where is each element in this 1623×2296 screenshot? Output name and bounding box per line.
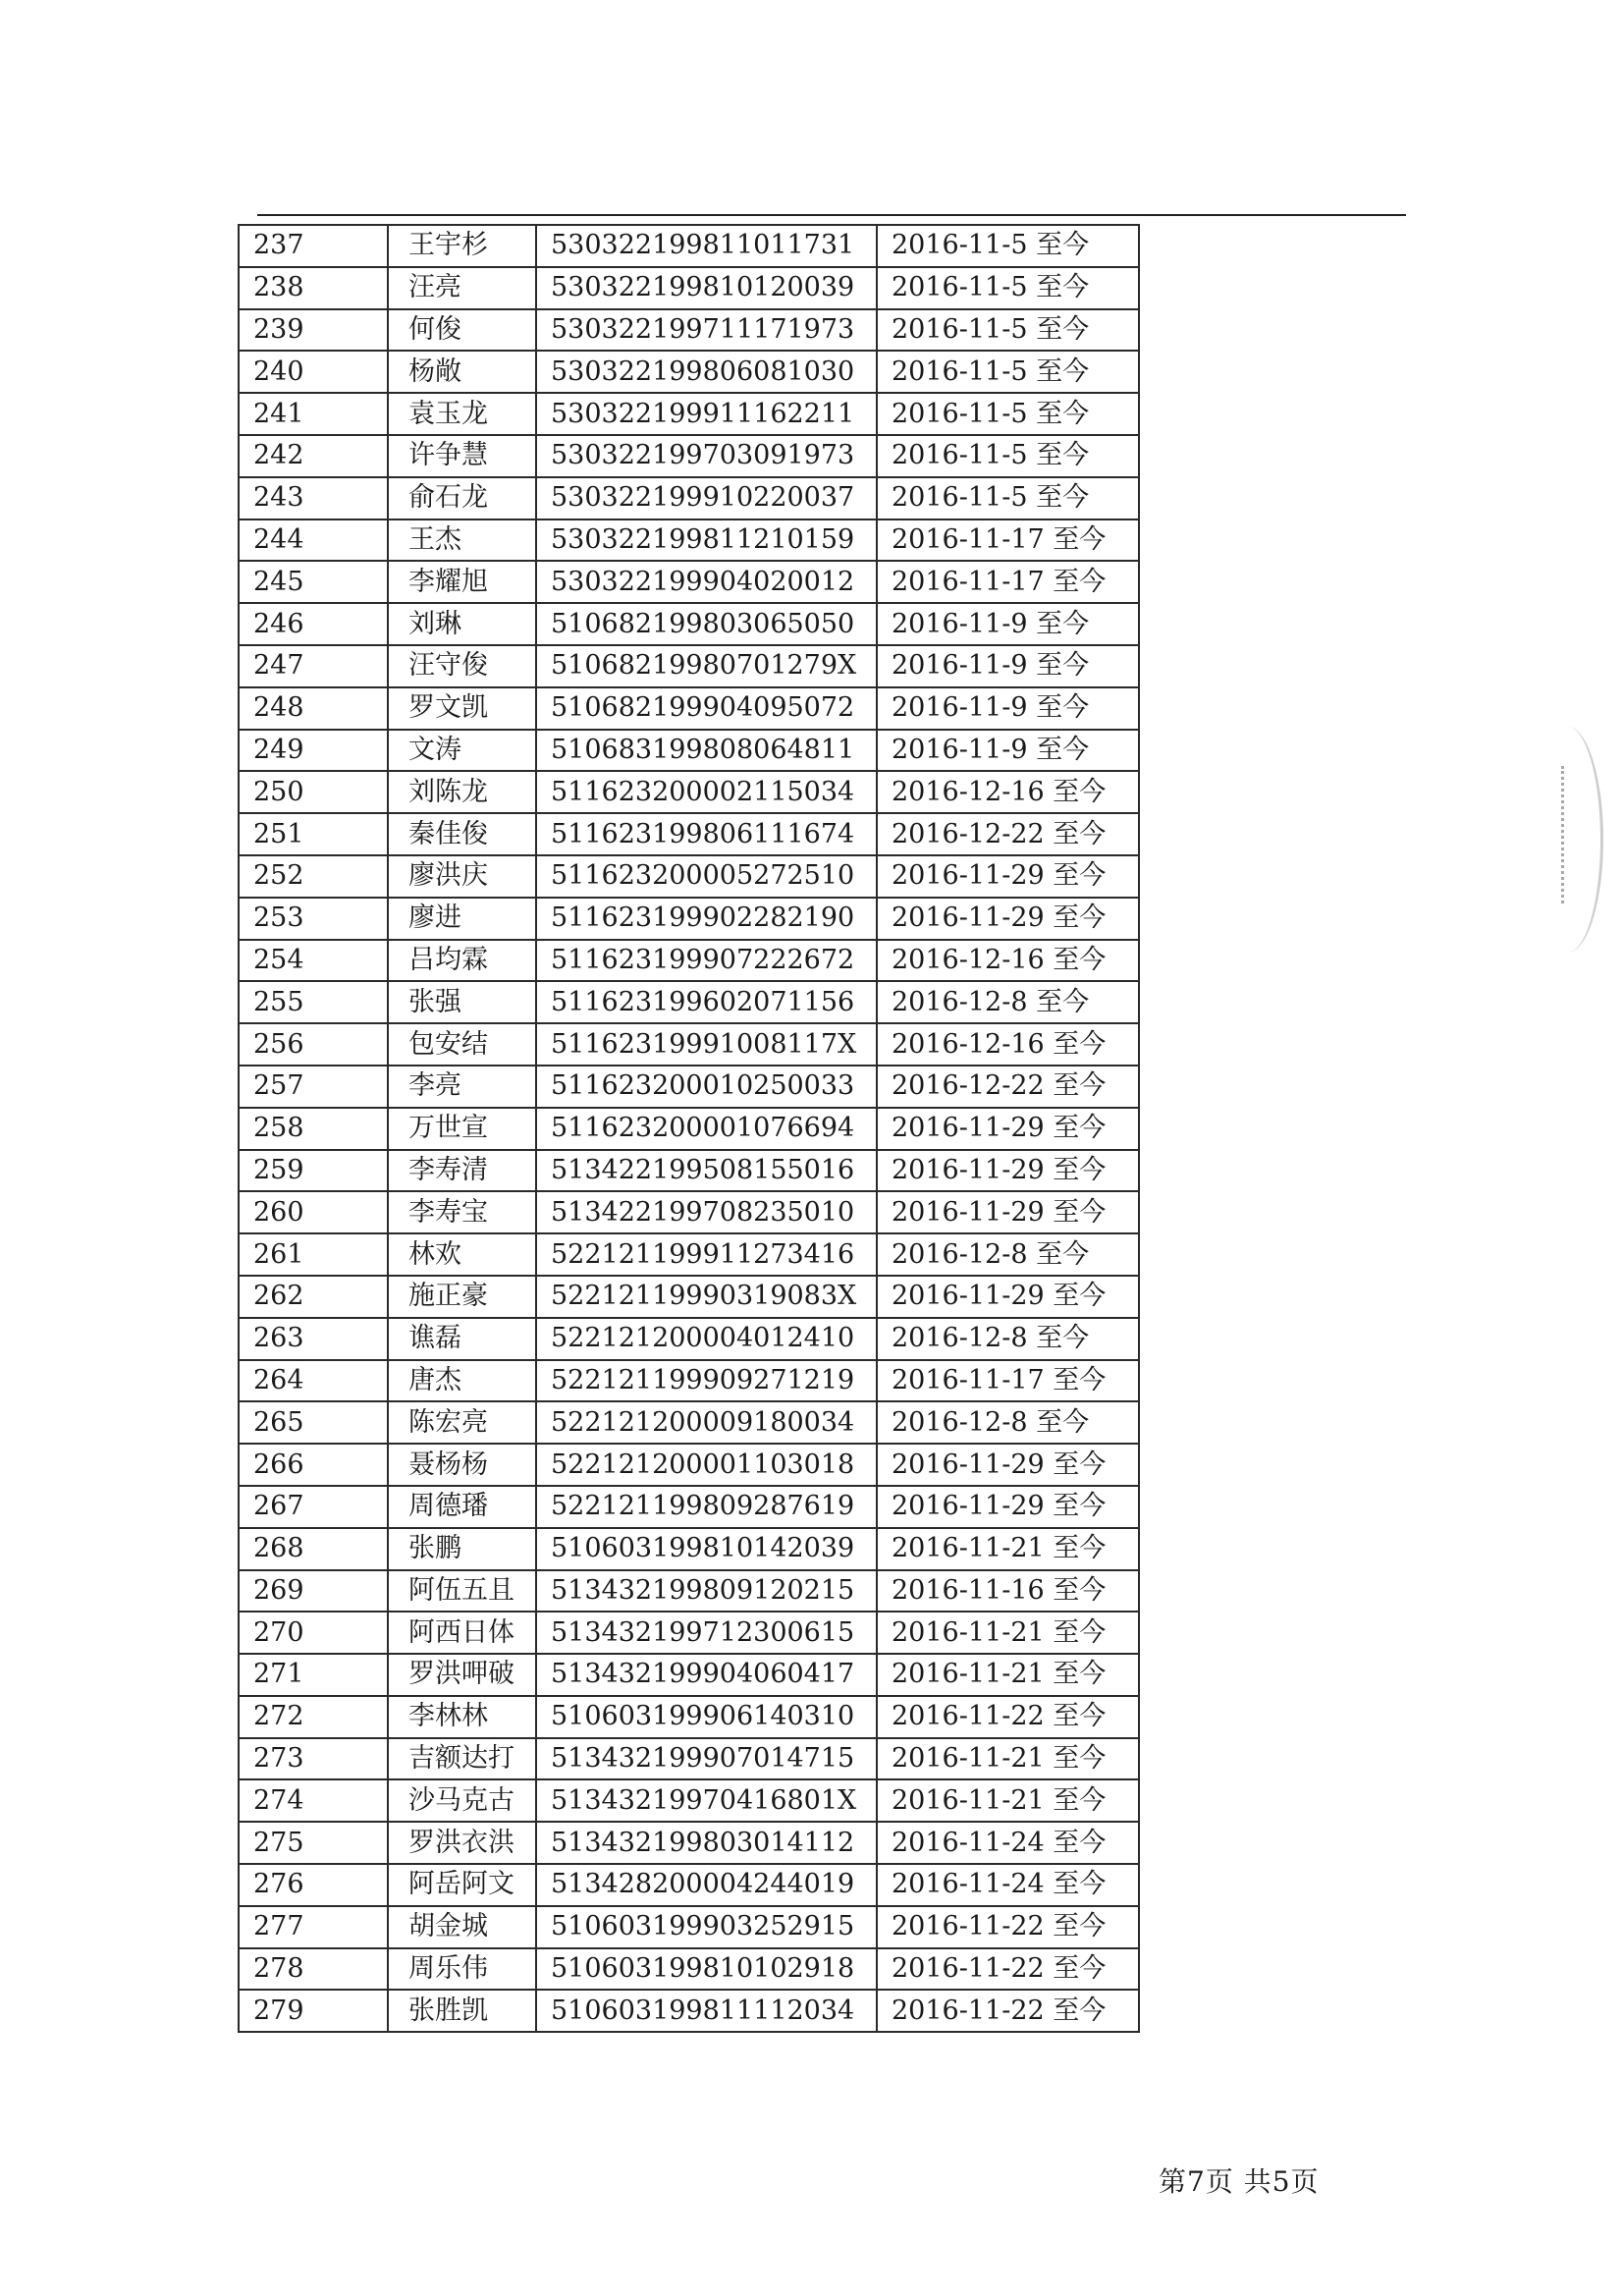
cell-date: 2016-11-29 至今 xyxy=(877,898,1139,940)
cell-id-number: 522121200004012410 xyxy=(536,1318,877,1360)
cell-name: 聂杨杨 xyxy=(388,1444,536,1486)
cell-date: 2016-12-8 至今 xyxy=(877,1401,1139,1444)
cell-number: 249 xyxy=(239,730,388,772)
cell-id-number: 513432199809120215 xyxy=(536,1570,877,1613)
cell-number: 275 xyxy=(239,1822,388,1864)
cell-date: 2016-11-21 至今 xyxy=(877,1779,1139,1822)
cell-id-number: 511623200010250033 xyxy=(536,1066,877,1108)
cell-name: 周德璠 xyxy=(388,1486,536,1528)
cell-id-number: 511623199602071156 xyxy=(536,981,877,1023)
cell-id-number: 530322199904020012 xyxy=(536,561,877,603)
cell-id-number: 530322199911162211 xyxy=(536,393,877,435)
cell-id-number: 510683199808064811 xyxy=(536,730,877,772)
cell-name: 陈宏亮 xyxy=(388,1401,536,1444)
cell-id-number: 510603199811112034 xyxy=(536,1990,877,2032)
table-row xyxy=(239,1654,1139,1696)
cell-date: 2016-11-21 至今 xyxy=(877,1738,1139,1780)
cell-id-number: 513432199904060417 xyxy=(536,1654,877,1696)
cell-id-number: 511623199902282190 xyxy=(536,898,877,940)
cell-date: 2016-11-29 至今 xyxy=(877,1486,1139,1528)
cell-number: 238 xyxy=(239,267,388,309)
cell-date: 2016-11-9 至今 xyxy=(877,603,1139,645)
cell-number: 268 xyxy=(239,1528,388,1570)
cell-name: 张鹏 xyxy=(388,1528,536,1570)
table-row xyxy=(239,561,1139,603)
roster-table xyxy=(238,224,1140,2033)
cell-id-number: 513422199508155016 xyxy=(536,1150,877,1192)
header-rule xyxy=(257,214,1406,216)
cell-name: 林欢 xyxy=(388,1233,536,1276)
cell-number: 274 xyxy=(239,1779,388,1822)
cell-id-number: 530322199910220037 xyxy=(536,477,877,519)
cell-id-number: 51162319991008117X xyxy=(536,1023,877,1066)
cell-number: 266 xyxy=(239,1444,388,1486)
cell-id-number: 511623199806111674 xyxy=(536,813,877,855)
table-row xyxy=(239,1696,1139,1738)
cell-date: 2016-12-8 至今 xyxy=(877,1318,1139,1360)
page-footer: 第7页 共5页 xyxy=(1159,2165,1320,2198)
cell-id-number: 530322199810120039 xyxy=(536,267,877,309)
table-row xyxy=(239,351,1139,393)
cell-number: 255 xyxy=(239,981,388,1023)
cell-name: 罗洪衣洪 xyxy=(388,1822,536,1864)
cell-date: 2016-11-29 至今 xyxy=(877,1150,1139,1192)
table-row xyxy=(239,1233,1139,1276)
table-row xyxy=(239,519,1139,562)
cell-id-number: 530322199806081030 xyxy=(536,351,877,393)
table-row xyxy=(239,225,1139,267)
cell-name: 刘陈龙 xyxy=(388,771,536,813)
cell-id-number: 522121200009180034 xyxy=(536,1401,877,1444)
cell-id-number: 511623200002115034 xyxy=(536,771,877,813)
cell-date: 2016-11-5 至今 xyxy=(877,267,1139,309)
cell-name: 俞石龙 xyxy=(388,477,536,519)
cell-number: 262 xyxy=(239,1276,388,1318)
cell-number: 265 xyxy=(239,1401,388,1444)
table-row xyxy=(239,1612,1139,1654)
cell-name: 万世宣 xyxy=(388,1108,536,1150)
cell-date: 2016-11-24 至今 xyxy=(877,1822,1139,1864)
table-row xyxy=(239,1864,1139,1906)
cell-name: 袁玉龙 xyxy=(388,393,536,435)
cell-name: 阿岳阿文 xyxy=(388,1864,536,1906)
cell-number: 267 xyxy=(239,1486,388,1528)
cell-name: 沙马克古 xyxy=(388,1779,536,1822)
table-row xyxy=(239,1738,1139,1780)
table-row xyxy=(239,771,1139,813)
cell-date: 2016-11-21 至今 xyxy=(877,1612,1139,1654)
cell-id-number: 51068219980701279X xyxy=(536,645,877,687)
table-row xyxy=(239,435,1139,477)
cell-id-number: 513432199712300615 xyxy=(536,1612,877,1654)
cell-date: 2016-12-8 至今 xyxy=(877,1233,1139,1276)
cell-id-number: 511623200001076694 xyxy=(536,1108,877,1150)
cell-name: 张强 xyxy=(388,981,536,1023)
cell-number: 279 xyxy=(239,1990,388,2032)
cell-name: 刘琳 xyxy=(388,603,536,645)
cell-name: 周乐伟 xyxy=(388,1948,536,1991)
cell-date: 2016-12-8 至今 xyxy=(877,981,1139,1023)
cell-id-number: 522121200001103018 xyxy=(536,1444,877,1486)
cell-number: 245 xyxy=(239,561,388,603)
cell-id-number: 510682199904095072 xyxy=(536,687,877,730)
cell-number: 241 xyxy=(239,393,388,435)
cell-date: 2016-11-9 至今 xyxy=(877,687,1139,730)
cell-date: 2016-11-17 至今 xyxy=(877,519,1139,562)
cell-number: 252 xyxy=(239,855,388,898)
cell-name: 秦佳俊 xyxy=(388,813,536,855)
table-row xyxy=(239,1023,1139,1066)
table-row xyxy=(239,1108,1139,1150)
table-row xyxy=(239,1486,1139,1528)
cell-date: 2016-12-22 至今 xyxy=(877,813,1139,855)
cell-name: 唐杰 xyxy=(388,1360,536,1402)
table-row xyxy=(239,1066,1139,1108)
cell-number: 276 xyxy=(239,1864,388,1906)
cell-date: 2016-11-17 至今 xyxy=(877,1360,1139,1402)
table-row xyxy=(239,1570,1139,1613)
cell-id-number: 522121199911273416 xyxy=(536,1233,877,1276)
cell-date: 2016-11-17 至今 xyxy=(877,561,1139,603)
cell-date: 2016-11-5 至今 xyxy=(877,393,1139,435)
cell-number: 237 xyxy=(239,225,388,267)
table-row xyxy=(239,981,1139,1023)
cell-number: 261 xyxy=(239,1233,388,1276)
cell-number: 271 xyxy=(239,1654,388,1696)
cell-number: 242 xyxy=(239,435,388,477)
table-row xyxy=(239,1779,1139,1822)
table-row xyxy=(239,1444,1139,1486)
table-row xyxy=(239,1528,1139,1570)
cell-number: 239 xyxy=(239,309,388,352)
cell-id-number: 52212119990319083X xyxy=(536,1276,877,1318)
cell-date: 2016-11-5 至今 xyxy=(877,309,1139,352)
cell-number: 260 xyxy=(239,1191,388,1233)
cell-date: 2016-12-16 至今 xyxy=(877,1023,1139,1066)
table-row xyxy=(239,1318,1139,1360)
table-row xyxy=(239,603,1139,645)
table-row xyxy=(239,1360,1139,1402)
cell-number: 250 xyxy=(239,771,388,813)
cell-number: 269 xyxy=(239,1570,388,1613)
cell-number: 273 xyxy=(239,1738,388,1780)
cell-name: 吕均霖 xyxy=(388,940,536,982)
table-row xyxy=(239,1401,1139,1444)
cell-name: 罗洪呷破 xyxy=(388,1654,536,1696)
cell-id-number: 530322199711171973 xyxy=(536,309,877,352)
cell-number: 257 xyxy=(239,1066,388,1108)
cell-id-number: 510603199810102918 xyxy=(536,1948,877,1991)
table-row xyxy=(239,1906,1139,1948)
cell-number: 272 xyxy=(239,1696,388,1738)
table-row xyxy=(239,393,1139,435)
cell-number: 247 xyxy=(239,645,388,687)
table-row xyxy=(239,940,1139,982)
cell-name: 汪守俊 xyxy=(388,645,536,687)
cell-name: 施正豪 xyxy=(388,1276,536,1318)
cell-name: 李寿宝 xyxy=(388,1191,536,1233)
cell-number: 258 xyxy=(239,1108,388,1150)
cell-id-number: 510603199810142039 xyxy=(536,1528,877,1570)
cell-date: 2016-11-5 至今 xyxy=(877,435,1139,477)
cell-date: 2016-11-9 至今 xyxy=(877,645,1139,687)
stamp-perforation-mark xyxy=(1561,766,1576,903)
cell-date: 2016-11-5 至今 xyxy=(877,225,1139,267)
cell-id-number: 513428200004244019 xyxy=(536,1864,877,1906)
cell-id-number: 511623199907222672 xyxy=(536,940,877,982)
cell-number: 253 xyxy=(239,898,388,940)
cell-number: 263 xyxy=(239,1318,388,1360)
cell-number: 251 xyxy=(239,813,388,855)
cell-number: 278 xyxy=(239,1948,388,1991)
table-row xyxy=(239,1948,1139,1991)
cell-name: 王宇杉 xyxy=(388,225,536,267)
table-row xyxy=(239,477,1139,519)
table-row xyxy=(239,1822,1139,1864)
cell-number: 256 xyxy=(239,1023,388,1066)
cell-name: 阿西日体 xyxy=(388,1612,536,1654)
cell-date: 2016-11-22 至今 xyxy=(877,1696,1139,1738)
table-row xyxy=(239,1150,1139,1192)
cell-date: 2016-11-22 至今 xyxy=(877,1948,1139,1991)
cell-date: 2016-12-16 至今 xyxy=(877,771,1139,813)
cell-id-number: 530322199811011731 xyxy=(536,225,877,267)
cell-name: 胡金城 xyxy=(388,1906,536,1948)
cell-name: 何俊 xyxy=(388,309,536,352)
table-row xyxy=(239,687,1139,730)
cell-id-number: 51343219970416801X xyxy=(536,1779,877,1822)
cell-id-number: 522121199909271219 xyxy=(536,1360,877,1402)
cell-name: 包安结 xyxy=(388,1023,536,1066)
cell-name: 李林林 xyxy=(388,1696,536,1738)
cell-date: 2016-11-29 至今 xyxy=(877,1108,1139,1150)
cell-date: 2016-11-21 至今 xyxy=(877,1654,1139,1696)
cell-name: 李亮 xyxy=(388,1066,536,1108)
cell-id-number: 530322199703091973 xyxy=(536,435,877,477)
table-row xyxy=(239,309,1139,352)
cell-date: 2016-11-29 至今 xyxy=(877,1444,1139,1486)
table-row xyxy=(239,813,1139,855)
cell-name: 谯磊 xyxy=(388,1318,536,1360)
cell-number: 244 xyxy=(239,519,388,562)
cell-number: 264 xyxy=(239,1360,388,1402)
table-row xyxy=(239,898,1139,940)
cell-id-number: 510682199803065050 xyxy=(536,603,877,645)
table-row xyxy=(239,1990,1139,2032)
cell-name: 李寿清 xyxy=(388,1150,536,1192)
cell-name: 文涛 xyxy=(388,730,536,772)
cell-name: 吉额达打 xyxy=(388,1738,536,1780)
table-row xyxy=(239,855,1139,898)
cell-date: 2016-11-29 至今 xyxy=(877,1276,1139,1318)
table-row xyxy=(239,1276,1139,1318)
cell-name: 张胜凯 xyxy=(388,1990,536,2032)
cell-id-number: 513422199708235010 xyxy=(536,1191,877,1233)
cell-date: 2016-11-29 至今 xyxy=(877,855,1139,898)
cell-number: 248 xyxy=(239,687,388,730)
cell-date: 2016-12-16 至今 xyxy=(877,940,1139,982)
cell-name: 廖洪庆 xyxy=(388,855,536,898)
cell-number: 277 xyxy=(239,1906,388,1948)
cell-id-number: 513432199803014112 xyxy=(536,1822,877,1864)
cell-date: 2016-11-9 至今 xyxy=(877,730,1139,772)
table-row xyxy=(239,1191,1139,1233)
cell-id-number: 511623200005272510 xyxy=(536,855,877,898)
cell-name: 汪亮 xyxy=(388,267,536,309)
cell-number: 270 xyxy=(239,1612,388,1654)
cell-number: 240 xyxy=(239,351,388,393)
cell-date: 2016-11-21 至今 xyxy=(877,1528,1139,1570)
cell-date: 2016-11-5 至今 xyxy=(877,351,1139,393)
cell-date: 2016-11-5 至今 xyxy=(877,477,1139,519)
cell-name: 许争慧 xyxy=(388,435,536,477)
cell-id-number: 510603199906140310 xyxy=(536,1696,877,1738)
cell-number: 243 xyxy=(239,477,388,519)
cell-date: 2016-11-22 至今 xyxy=(877,1906,1139,1948)
cell-id-number: 510603199903252915 xyxy=(536,1906,877,1948)
cell-id-number: 522121199809287619 xyxy=(536,1486,877,1528)
cell-number: 246 xyxy=(239,603,388,645)
table-row xyxy=(239,267,1139,309)
cell-date: 2016-12-22 至今 xyxy=(877,1066,1139,1108)
cell-date: 2016-11-29 至今 xyxy=(877,1191,1139,1233)
roster-body xyxy=(239,225,1139,2032)
cell-id-number: 530322199811210159 xyxy=(536,519,877,562)
cell-name: 王杰 xyxy=(388,519,536,562)
cell-name: 李耀旭 xyxy=(388,561,536,603)
cell-name: 罗文凯 xyxy=(388,687,536,730)
table-row xyxy=(239,645,1139,687)
cell-id-number: 513432199907014715 xyxy=(536,1738,877,1780)
cell-name: 阿伍五且 xyxy=(388,1570,536,1613)
cell-number: 259 xyxy=(239,1150,388,1192)
cell-date: 2016-11-24 至今 xyxy=(877,1864,1139,1906)
cell-date: 2016-11-16 至今 xyxy=(877,1570,1139,1613)
cell-name: 廖进 xyxy=(388,898,536,940)
cell-name: 杨敞 xyxy=(388,351,536,393)
cell-number: 254 xyxy=(239,940,388,982)
table-row xyxy=(239,730,1139,772)
cell-date: 2016-11-22 至今 xyxy=(877,1990,1139,2032)
